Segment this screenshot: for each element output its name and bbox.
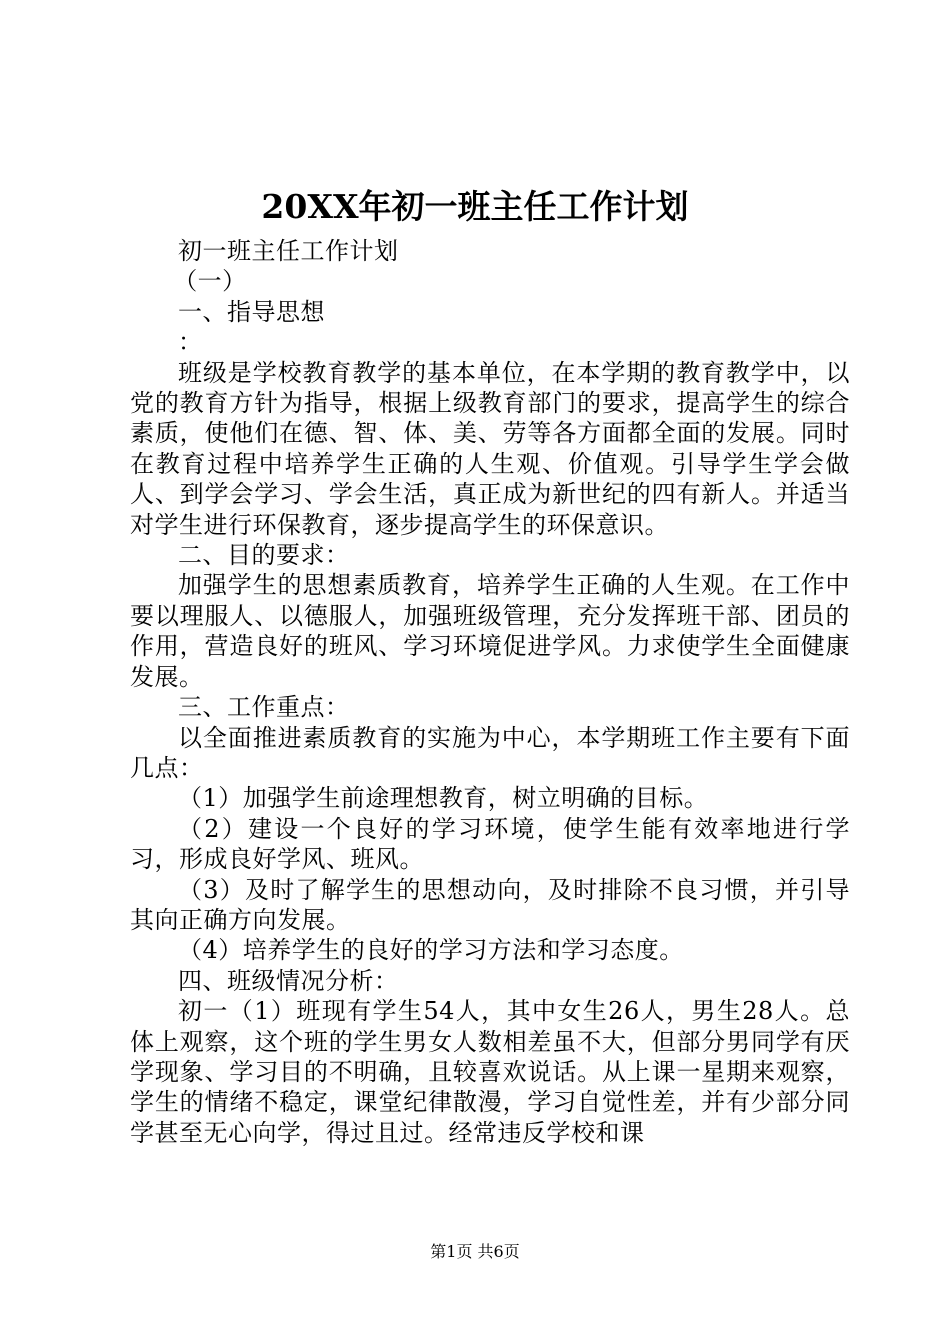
heading-work-focus: 三、工作重点： [178, 693, 350, 722]
paragraph-class-analysis: 初一（1）班现有学生54人，其中女生26人，男生28人。总体上观察，这个班的学生男女人数相差虽不大，但部分男同学有厌学现象、学习目的不明确，且较喜欢说话。从上课一星期来观察，学生的情绪不稳定，课堂纪律散漫，学习自觉性差，并有少部分同学甚至无心向学，得过且过。经常违反学校和课 [130, 997, 850, 1147]
document-title: 20XX年初一班主任工作计划 [261, 187, 689, 226]
paragraph-guiding-ideology: 班级是学校教育教学的基本单位，在本学期的教育教学中，以党的教育方针为指导，根据上级教育部门的要求，提高学生的综合素质，使他们在德、智、体、美、劳等各方面都全面的发展。同时在教育过程中培养学生正确的人生观、价值观。引导学生学会做人、到学会学习、学会生活，真正成为新世纪的四有新人。并适当对学生进行环保教育，逐步提高学生的环保意识。 [130, 358, 850, 539]
colon-line: ： [178, 328, 203, 357]
list-item-4: （4）培养学生的良好的学习方法和学习态度。 [178, 936, 684, 965]
subtitle-paragraph: 初一班主任工作计划 [178, 237, 399, 265]
heading-class-analysis: 四、班级情况分析： [178, 966, 399, 995]
heading-guiding-ideology: 一、指导思想 [178, 297, 325, 326]
heading-objectives: 二、目的要求： [178, 541, 350, 570]
paragraph-objectives: 加强学生的思想素质教育，培养学生正确的人生观。在工作中要以理服人、以德服人，加强班级管理，充分发挥班干部、团员的作用，营造良好的班风、学习环境促进学风。力求使学生全面健康发展。 [130, 571, 850, 691]
paragraph-work-focus: 以全面推进素质教育的实施为中心，本学期班工作主要有下面几点： [130, 723, 850, 782]
list-item-1: （1）加强学生前途理想教育，树立明确的目标。 [178, 784, 709, 813]
section-number: （一） [173, 267, 247, 296]
list-item-2: （2）建设一个良好的学习环境，使学生能有效率地进行学习，形成良好学风、班风。 [130, 814, 850, 874]
list-item-3: （3）及时了解学生的思想动向，及时排除不良习惯，并引导其向正确方向发展。 [130, 875, 850, 934]
document-body [130, 236, 850, 1148]
page-footer: 第1页 共6页 [430, 1242, 520, 1261]
